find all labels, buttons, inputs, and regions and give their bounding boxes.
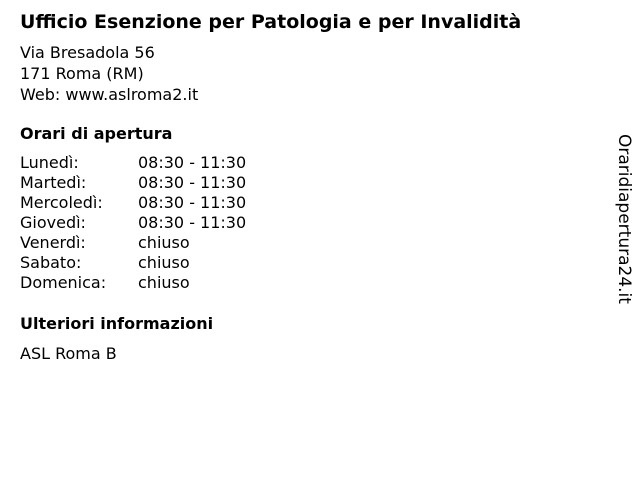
day-hours: 08:30 - 11:30 bbox=[138, 213, 247, 232]
address-street: Via Bresadola 56 bbox=[20, 43, 155, 62]
page-title: Ufficio Esenzione per Patologia e per Invalidità bbox=[20, 11, 522, 33]
more-info-heading: Ulteriori informazioni bbox=[20, 314, 214, 333]
site-watermark: Oraridiapertura24.it bbox=[614, 134, 634, 304]
day-label: Mercoledì: bbox=[20, 193, 103, 212]
address-block bbox=[20, 42, 198, 105]
day-label: Martedì: bbox=[20, 173, 87, 192]
day-hours: 08:30 - 11:30 bbox=[138, 193, 247, 212]
day-hours: 08:30 - 11:30 bbox=[138, 153, 247, 172]
opening-hours-heading: Orari di apertura bbox=[20, 124, 173, 143]
day-label: Giovedì: bbox=[20, 213, 86, 232]
day-label: Sabato: bbox=[20, 253, 82, 272]
day-hours: chiuso bbox=[138, 233, 190, 252]
day-label: Domenica: bbox=[20, 273, 107, 292]
day-label: Venerdì: bbox=[20, 233, 86, 252]
day-label: Lunedì: bbox=[20, 153, 79, 172]
day-hours: chiuso bbox=[138, 273, 190, 292]
more-info-text: ASL Roma B bbox=[20, 344, 117, 363]
address-city: 171 Roma (RM) bbox=[20, 64, 144, 83]
day-hours: chiuso bbox=[138, 253, 190, 272]
day-hours: 08:30 - 11:30 bbox=[138, 173, 247, 192]
address-web[interactable]: Web: www.aslroma2.it bbox=[20, 85, 199, 104]
